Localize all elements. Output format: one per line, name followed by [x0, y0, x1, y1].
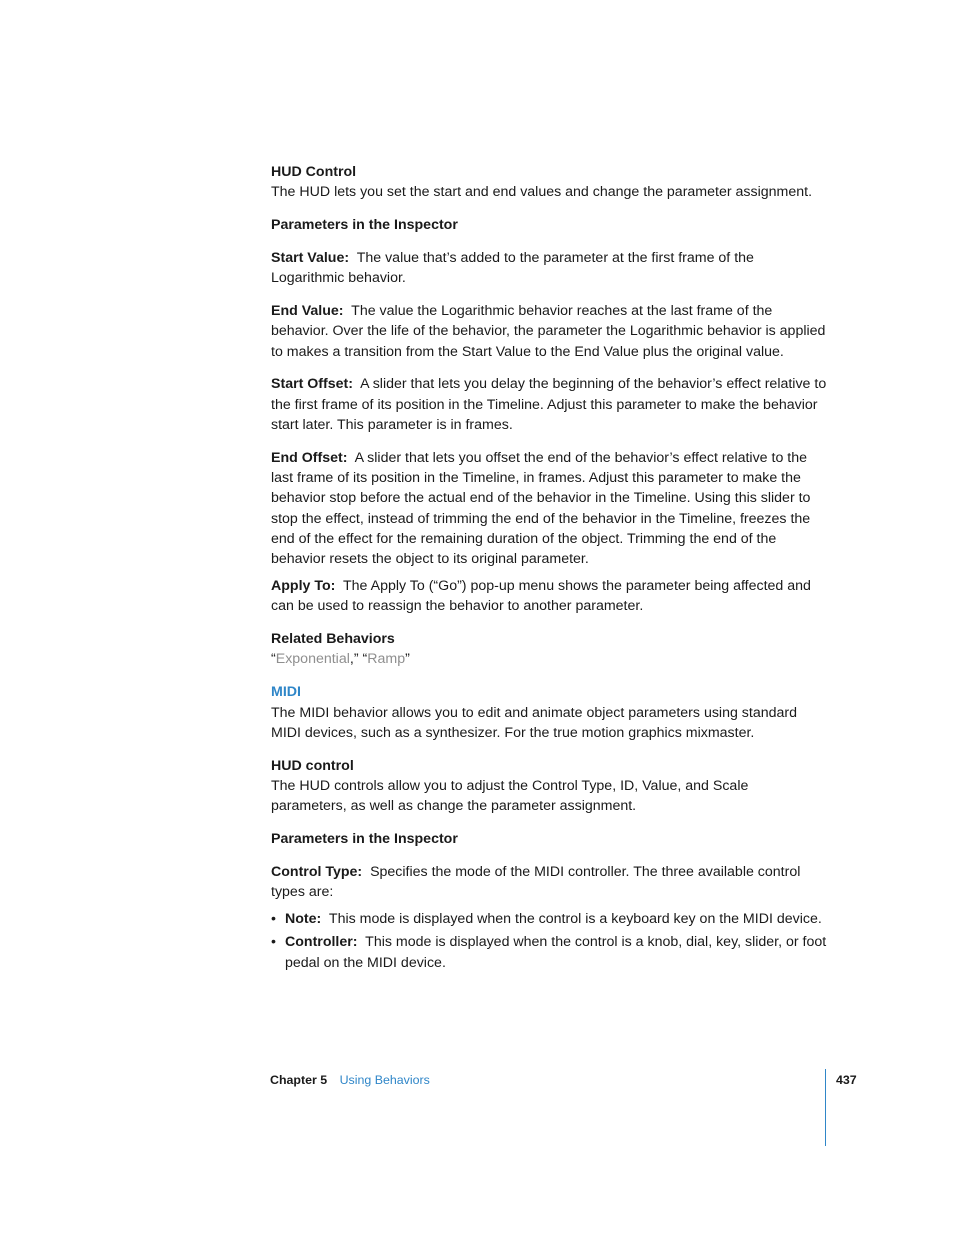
chapter-title-link[interactable]: Using Behaviors	[339, 1073, 430, 1087]
end-offset-paragraph	[271, 448, 827, 570]
control-type-term: Control Type:	[271, 863, 363, 880]
exponential-link[interactable]: Exponential	[275, 651, 350, 668]
start-value-paragraph	[271, 248, 827, 289]
quote-open: “	[271, 651, 276, 668]
start-value-term: Start Value:	[271, 249, 350, 266]
bullet-glyph: •	[271, 910, 276, 927]
chapter-label: Chapter 5	[270, 1073, 328, 1087]
start-offset-term: Start Offset:	[271, 376, 353, 393]
end-value-term: End Value:	[271, 302, 344, 319]
bullet-glyph: •	[271, 934, 276, 951]
footer-divider	[825, 1069, 826, 1146]
control-type-text: Specifies the mode of the MIDI controller. The three available control types are:	[271, 863, 801, 901]
hud-control-2-text: The HUD controls allow you to adjust the Control Type, ID, Value, and Scale parameters, as well as change the parameter assignment.	[271, 777, 749, 815]
end-value-text: The value the Logarithmic behavior reaches at the last frame of the behavior. Over the life of the behavior, the parameter the Logarithmic behavior is applied to makes a transition from the Start Value to the End Value plus the original value.	[271, 302, 826, 360]
apply-to-paragraph	[271, 576, 827, 617]
ramp-link[interactable]: Ramp	[367, 651, 406, 668]
hud-control-text: The HUD lets you set the start and end values and change the parameter assignment.	[271, 184, 813, 201]
note-text: This mode is displayed when the control is a keyboard key on the MIDI device.	[328, 910, 822, 927]
params-heading-2: Parameters in the Inspector	[271, 831, 458, 848]
controller-term: Controller:	[285, 934, 358, 951]
apply-to-term: Apply To:	[271, 578, 336, 595]
control-type-list	[271, 909, 827, 973]
controller-text: This mode is displayed when the control is a knob, dial, key, slider, or foot pedal on the MIDI device.	[285, 934, 827, 971]
start-offset-text: A slider that lets you delay the beginning of the behavior’s effect relative to the first frame of its position in the Timeline. Adjust this parameter to make the behavior start later. This parameter is in frames.	[271, 376, 827, 433]
hud-control-2-heading: HUD control	[271, 757, 354, 774]
hud-control-heading: HUD Control	[271, 164, 357, 180]
control-type-paragraph	[271, 862, 827, 903]
end-value-paragraph	[271, 301, 827, 362]
quote-separator: ,” “	[349, 651, 368, 668]
note-term: Note:	[285, 910, 322, 927]
params-heading-1: Parameters in the Inspector	[271, 217, 458, 234]
list-item	[271, 909, 827, 929]
start-offset-paragraph	[271, 374, 827, 435]
page-number: 437	[836, 1073, 857, 1087]
page-content	[271, 162, 827, 973]
end-offset-text: A slider that lets you offset the end of the behavior’s effect relative to the last frame of its position in the Timeline, in frames. Adjust this parameter to make the behavior stop before the actual end of the behavior in the Timeline. Using this slider to stop the effect, instead of trimming the end of the behavior in the Timeline, freezes the end of the effect for the remaining duration of the object. Trimming the end of the behavior resets the object to its original parameter.	[271, 449, 811, 568]
related-behaviors-links	[271, 649, 827, 669]
end-offset-term: End Offset:	[271, 449, 348, 466]
apply-to-text: The Apply To (“Go”) pop-up menu shows the parameter being affected and can be used to reassign the behavior to another parameter.	[271, 578, 811, 615]
related-behaviors-heading: Related Behaviors	[271, 631, 395, 648]
list-item	[271, 932, 827, 973]
midi-heading: MIDI	[271, 684, 301, 701]
page-footer	[270, 1072, 430, 1088]
midi-text: The MIDI behavior allows you to edit and animate object parameters using standard MIDI devices, such as a synthesizer. For the true motion graphics mixmaster.	[271, 704, 798, 741]
quote-close: ”	[405, 651, 410, 668]
start-value-text: The value that’s added to the parameter at the first frame of the Logarithmic behavior.	[271, 249, 754, 287]
